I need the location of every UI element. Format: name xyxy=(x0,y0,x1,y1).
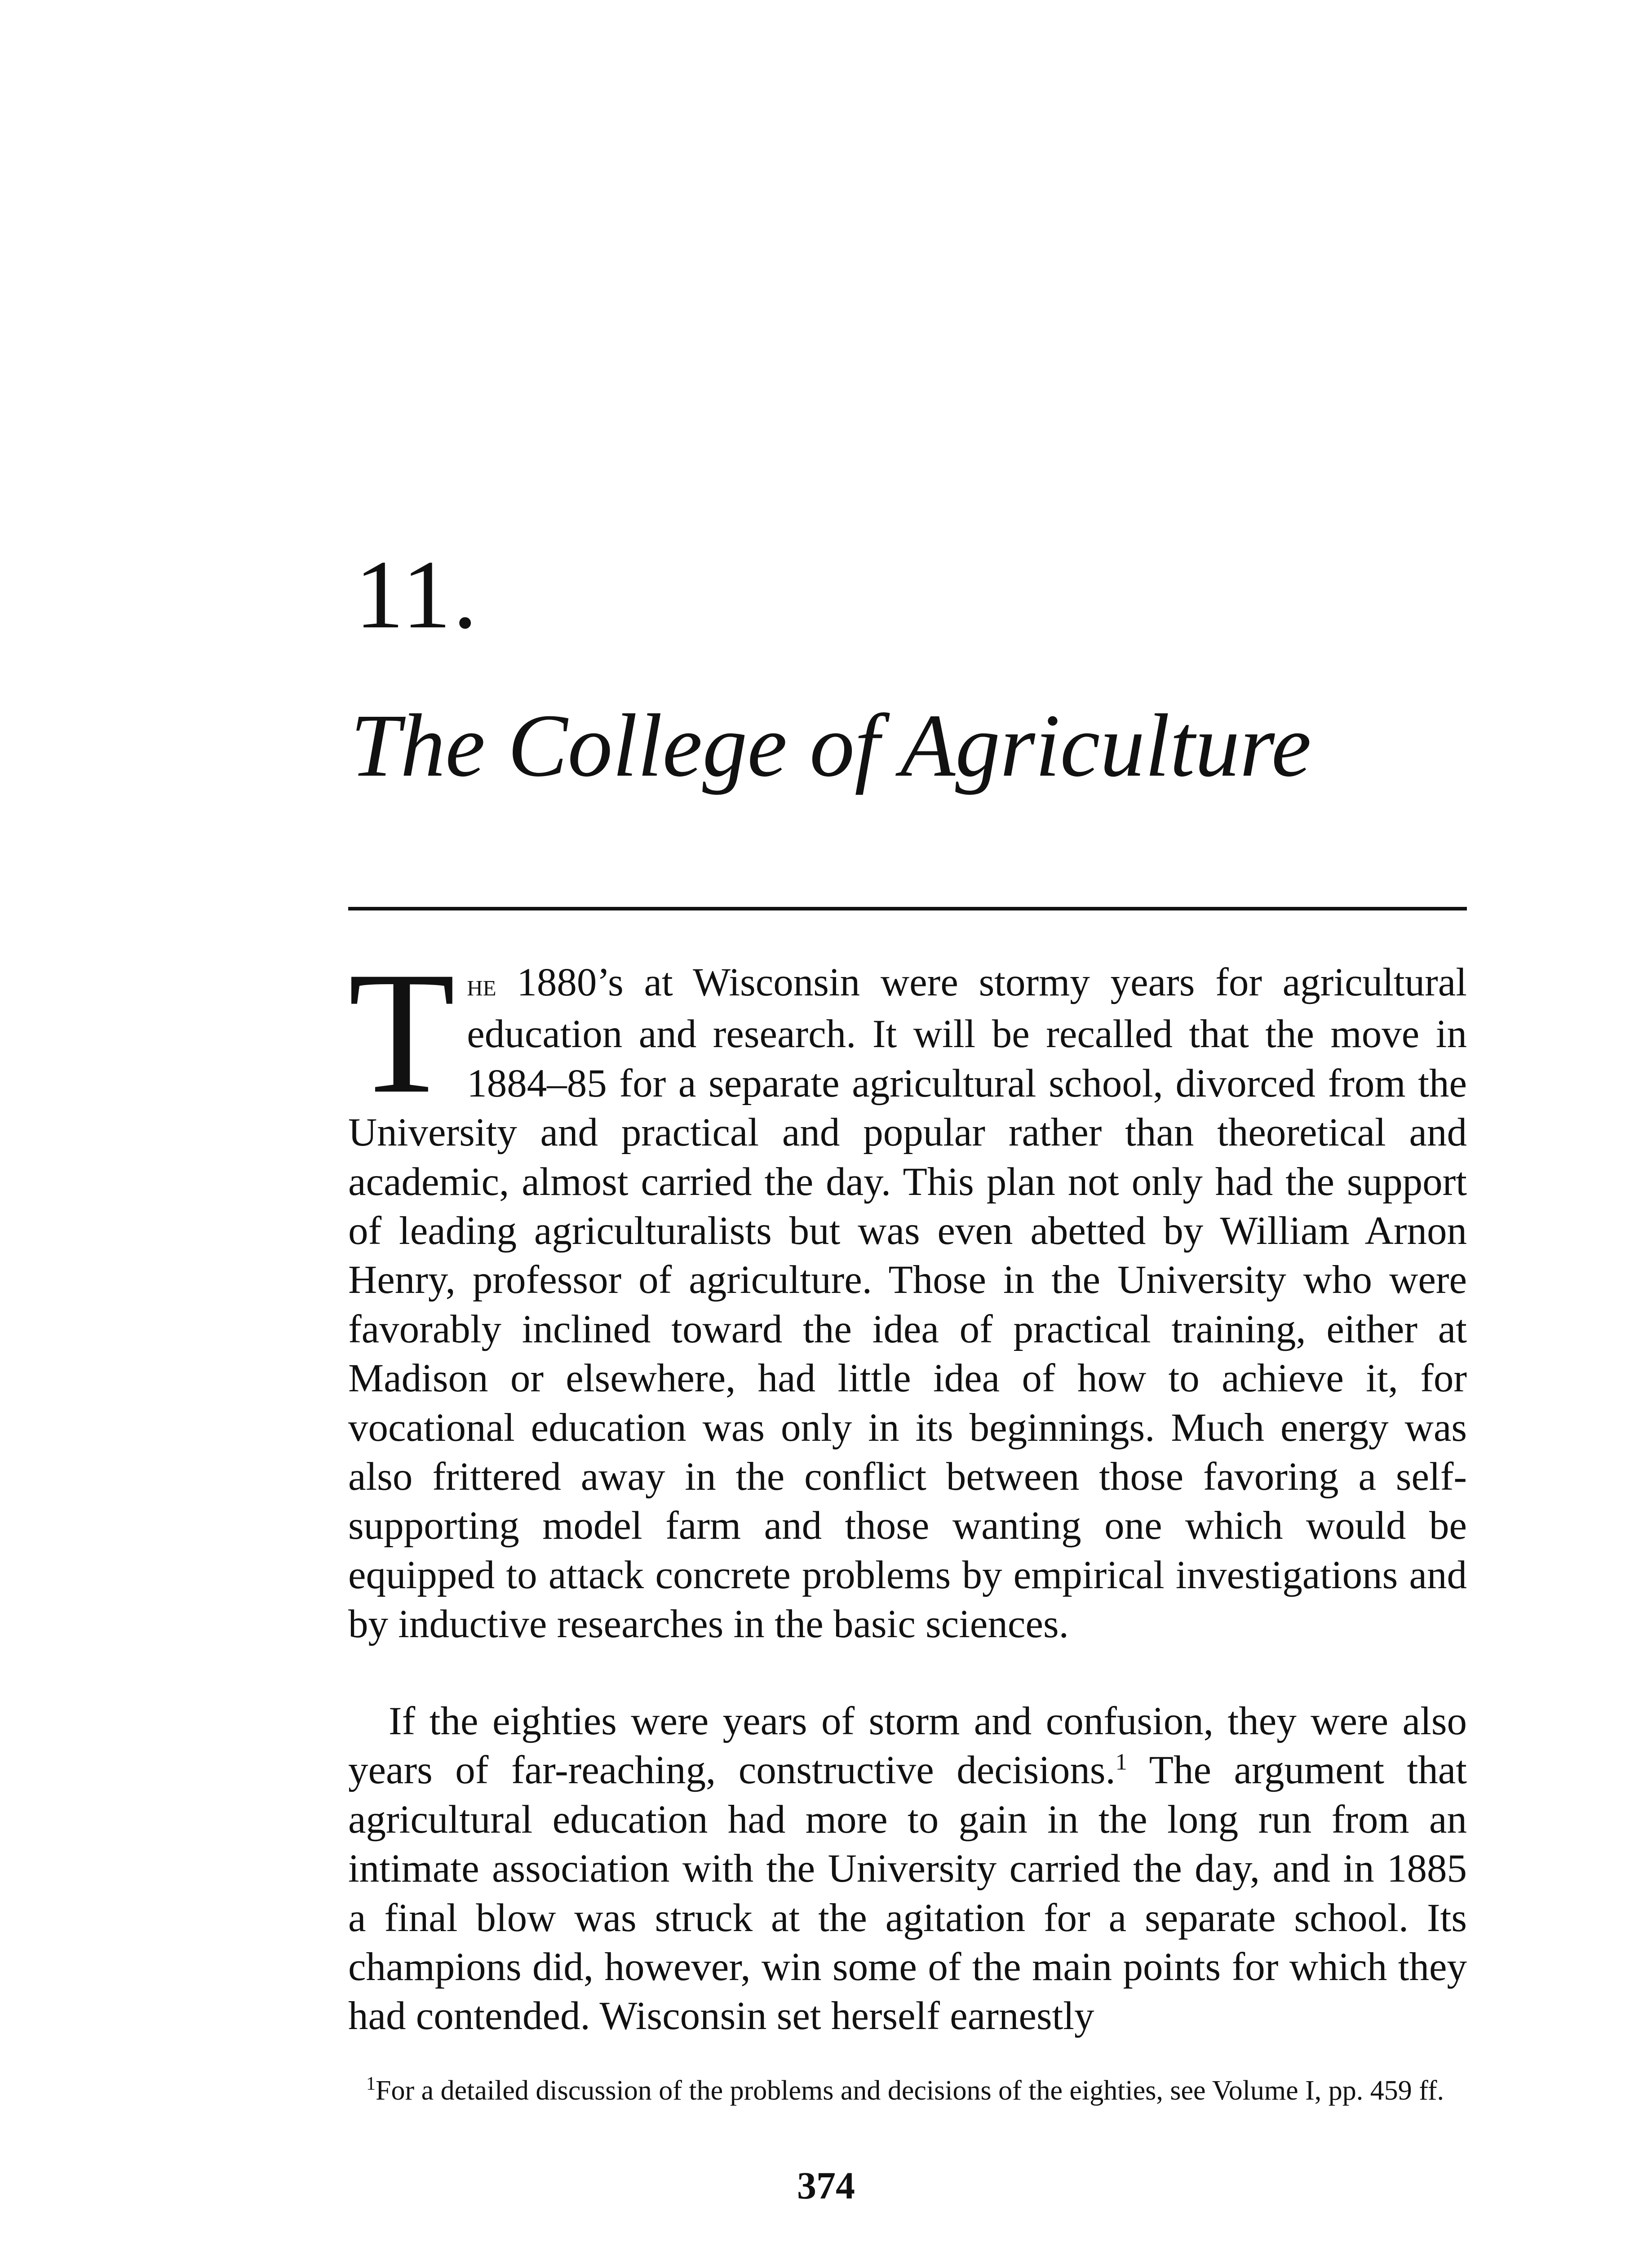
drop-cap: T xyxy=(348,936,456,1130)
chapter-title: The College of Agriculture xyxy=(350,696,1311,795)
footnote xyxy=(348,2073,1467,2109)
paragraph-1-text: 1880’s at Wisconsin were stormy years for agricultural education and research. It will be recalled that the move in 1884–85 for a separate agricultural school, divorced from the University and practical and popular rather than theoretical and academic, almost carried the day. This plan not only had the support of leading agriculturalists but was even abetted by William Arnon Henry, professor of agriculture. Those in the University who were favorably inclined toward the idea of practical training, either at Madison or elsewhere, had little idea of how to achieve it, for vocational education was only in its beginnings. Much energy was also frittered away in the conflict between those favoring a self-supporting model farm and those wanting one which would be equipped to attack concrete problems by empirical investigations and by inductive researches in the basic sciences. xyxy=(348,960,1467,1647)
opening-small-caps: he xyxy=(467,968,496,1003)
chapter-number: 11. xyxy=(355,541,479,649)
title-rule xyxy=(348,907,1467,910)
paragraph-2-text-b: The argument that agricultural education had more to gain in the long run from an intimate association with the University carried the day, and in 1885 a final blow was struck at the agitation for a separate school. Its champions did, however, win some of the main points for which they had contended. Wisconsin set herself earnestly xyxy=(348,1748,1467,2038)
page-number: 374 xyxy=(797,2164,855,2207)
footnote-text: For a detailed discussion of the problems and decisions of the eighties, see Volume I, pp. 459 ff. xyxy=(376,2075,1444,2106)
footnote-reference[interactable]: 1 xyxy=(1115,1749,1127,1775)
paragraph-2 xyxy=(348,1697,1467,2041)
paragraph-1 xyxy=(348,936,1467,1649)
footnote-marker: 1 xyxy=(366,2074,376,2095)
paragraph-2-text-a: If the eighties were years of storm and confusion, they were also years of far-reaching, constructive decisions. xyxy=(348,1699,1467,1793)
